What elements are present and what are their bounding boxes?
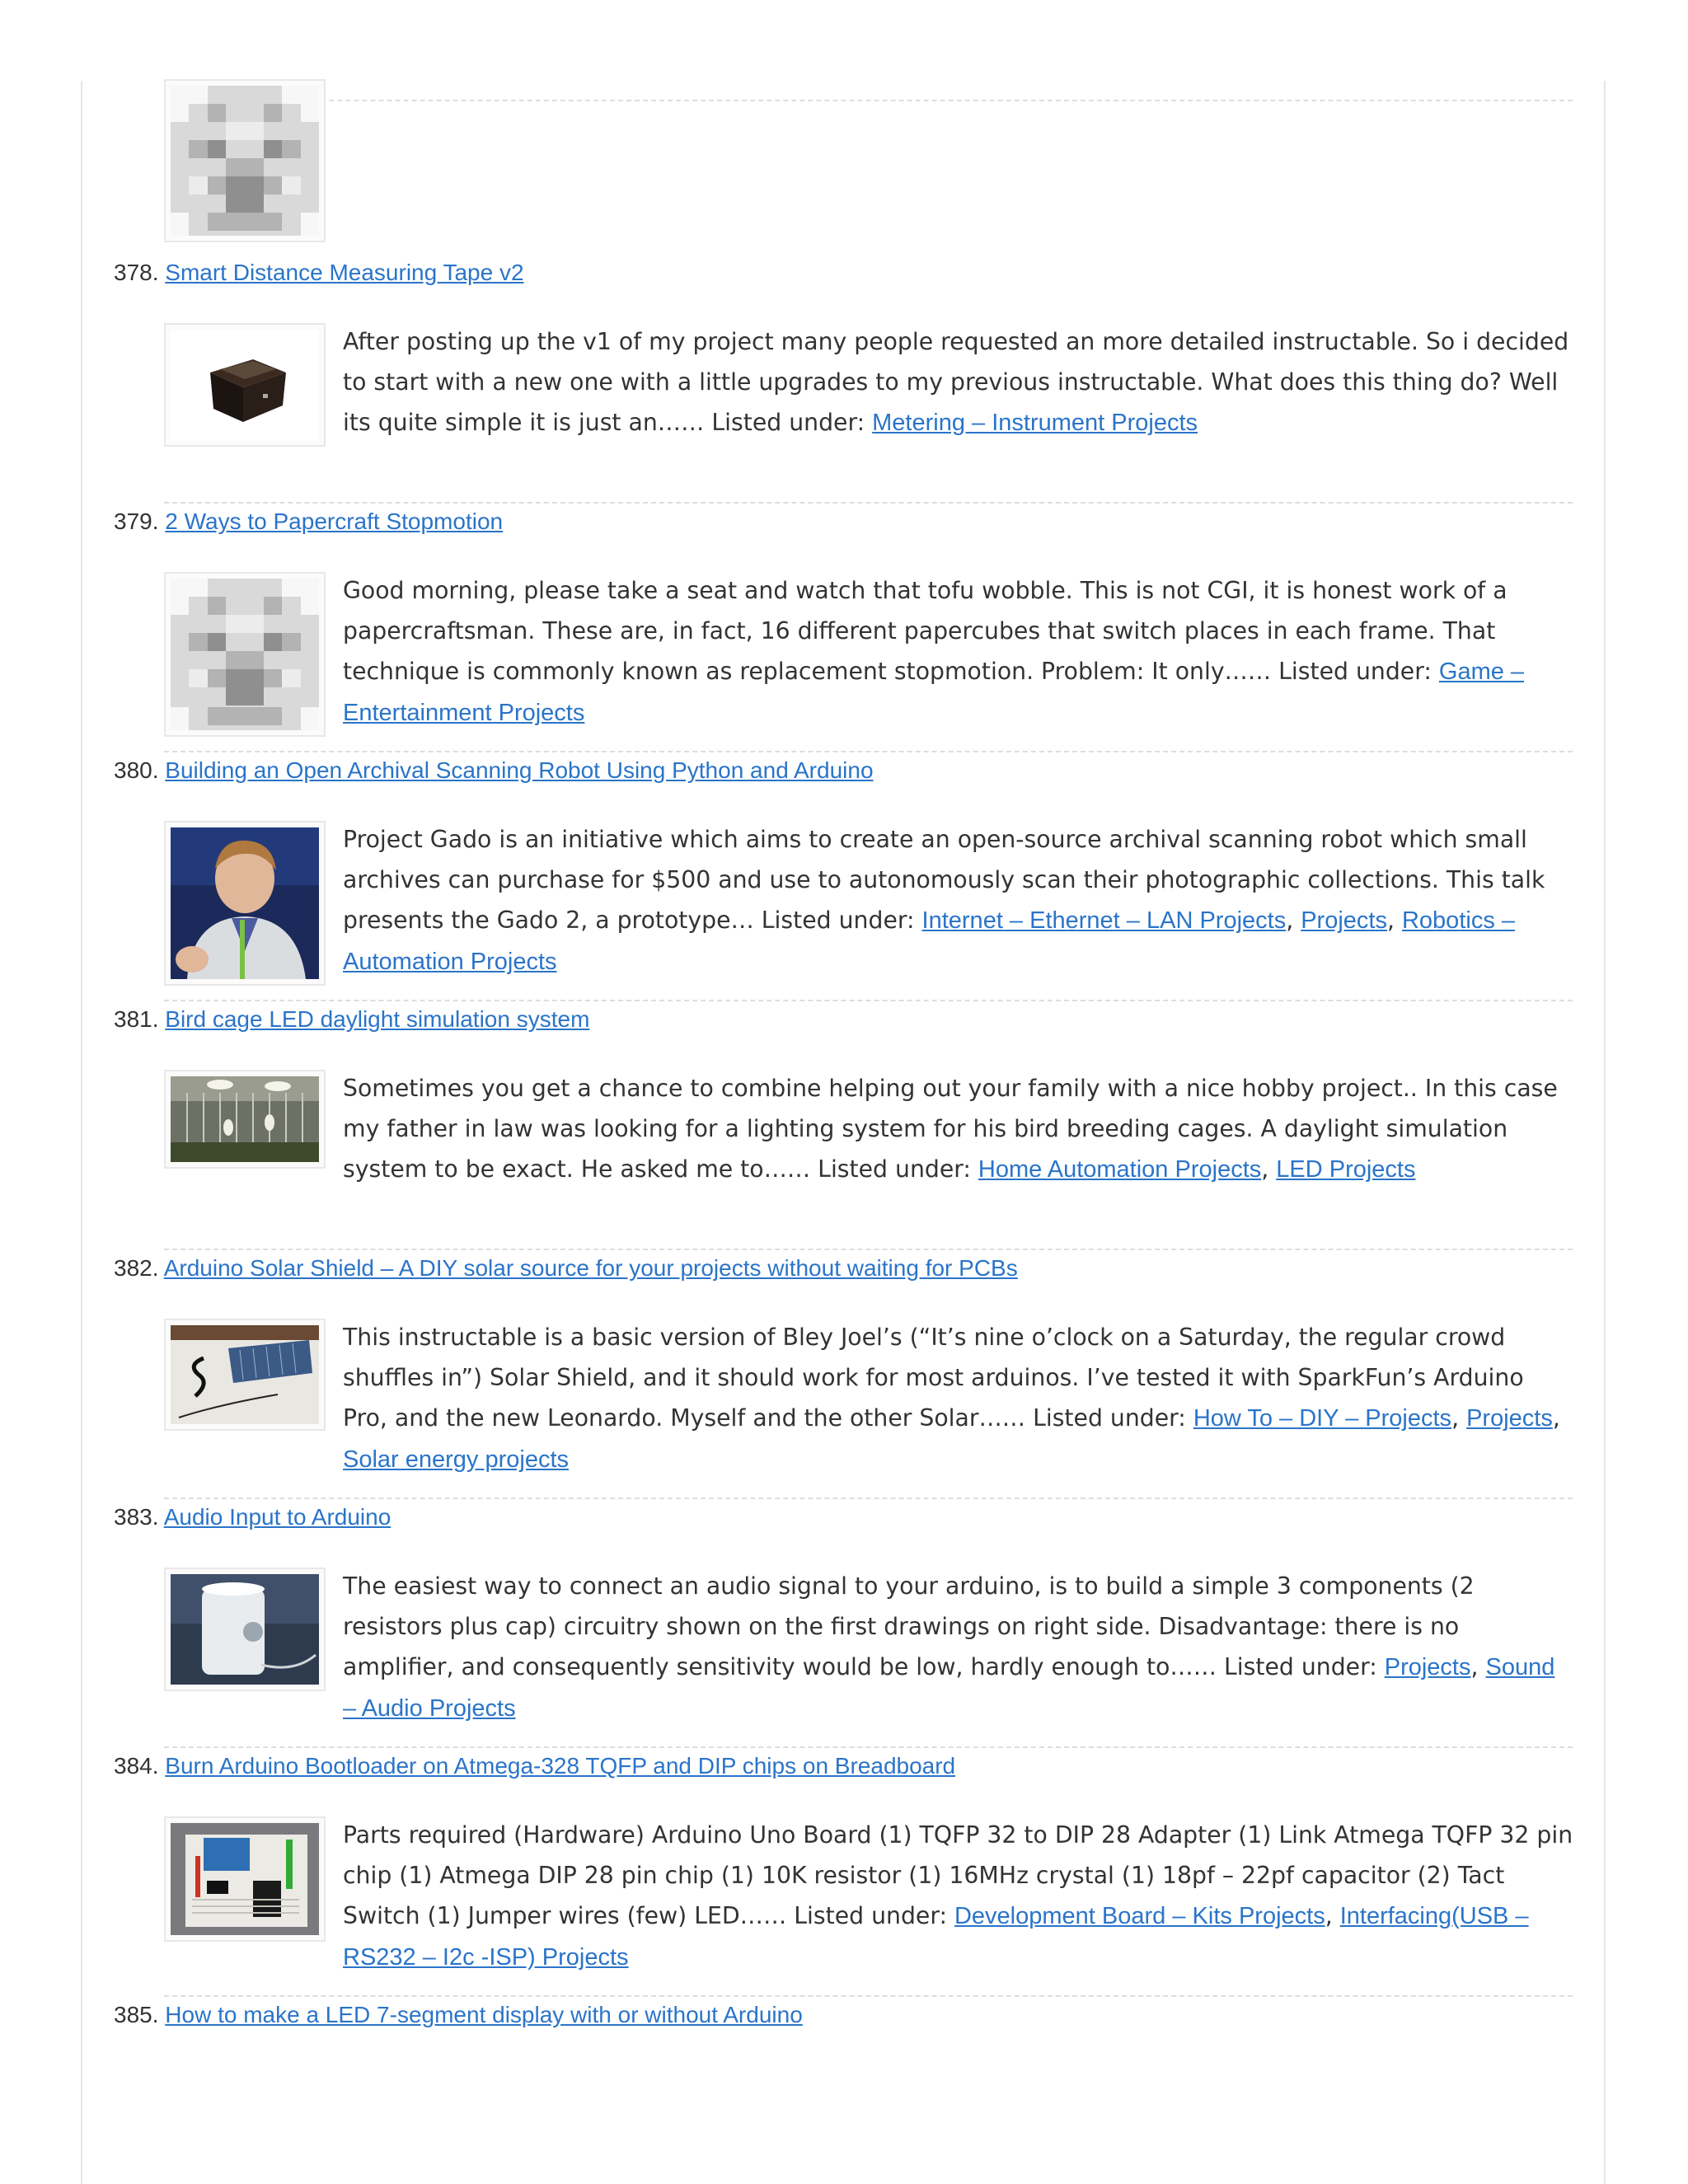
entry-number: 380. [114,757,159,783]
bird-cage-image-icon [171,1076,319,1162]
category-link[interactable]: Projects [1301,907,1387,934]
entry-separator [164,1249,1573,1250]
entry-title-link[interactable]: How to make a LED 7-segment display with or without Arduino [165,2002,803,2027]
entry-title-link[interactable]: Arduino Solar Shield – A DIY solar source for your projects without waiting for PCBs [163,1255,1018,1281]
entry-thumbnail[interactable] [164,1816,326,1942]
entry-excerpt: Parts required (Hardware) Arduino Uno Board (1) TQFP 32 to DIP 28 Adapter (1) Link Atmega TQFP 32 pin chip (1) Atmega DIP 28 pin chip (1) 10K resistor (1) 16MHz crystal (1) 18pf – 22pf capacitor (2) Tact Switch (1) Jumper wires (few) LED…… Listed under: Development Board – Kits Projects, Interfacing(USB – RS232 – I2c -ISP) Projects [343,1821,1573,1971]
entry-title-link[interactable]: Bird cage LED daylight simulation system [165,1006,590,1032]
category-link[interactable]: Internet – Ethernet – LAN Projects [921,907,1287,934]
entry-title [114,1503,391,1531]
entry-excerpt: The easiest way to connect an audio signal to your arduino, is to build a simple 3 components (2 resistors plus cap) circuitry shown on the first drawings on right side. Disadvantage: there is no amplifier, and consequently sensitivity would be low, hardly enough to…… Listed under: Projects, Sound – Audio Projects [343,1572,1555,1722]
entry-title [114,1254,1018,1282]
entry-thumbnail[interactable] [164,1070,326,1169]
entry-separator [164,100,1573,101]
entry-separator [164,1746,1573,1748]
entry-thumbnail[interactable] [164,79,326,242]
entry-separator [164,502,1573,504]
entry-title [114,508,503,536]
entry-title-link[interactable]: Audio Input to Arduino [163,1504,392,1530]
entry-title-link[interactable]: Smart Distance Measuring Tape v2 [165,260,524,285]
entry-number: 383. [114,1504,159,1530]
category-link[interactable]: Projects [1466,1405,1553,1432]
breadboard-image-icon [171,1823,319,1935]
entry-title [114,1752,955,1780]
entry-number: 378. [114,260,159,285]
category-link[interactable]: Development Board – Kits Projects [954,1903,1325,1929]
category-link[interactable]: Sound – Audio Projects [343,1654,1555,1722]
category-link[interactable]: Robotics – Automation Projects [343,907,1515,975]
speaker-device-image-icon [171,1574,319,1685]
entry-title-link[interactable]: Burn Arduino Bootloader on Atmega-328 TQFP and DIP chips on Breadboard [165,1753,956,1779]
category-link[interactable]: Home Automation Projects [978,1156,1262,1183]
entry-number: 384. [114,1753,159,1779]
entry-number: 382. [114,1255,159,1281]
entry-number: 379. [114,509,159,534]
entry-number: 385. [114,2002,159,2027]
entry-thumbnail[interactable] [164,572,326,737]
entry-title [114,757,874,785]
entry-number: 381. [114,1006,159,1032]
entry-separator [164,1497,1573,1499]
entry-excerpt: This instructable is a basic version of Bley Joel’s (“It’s nine o’clock on a Saturday, the regular crowd shuffles in”) Solar Shield, and it should work for most arduinos. I’ve tested it with SparkFun’s Arduino Pro, and the new Leonardo. Myself and the other Solar…… Listed under: How To – DIY – Projects, Projects, Solar energy projects [343,1324,1560,1473]
category-link[interactable]: Game – Entertainment Projects [343,658,1525,726]
entry-thumbnail[interactable] [164,1319,326,1431]
solar-shield-image-icon [171,1325,319,1424]
entry-excerpt: Sometimes you get a chance to combine helping out your family with a nice hobby project.. In this case my father in law was looking for a lighting system for his bird breeding cages. A daylight simulation system to be exact. He asked me to…… Listed under: Home Automation Projects, LED Projects [343,1075,1558,1183]
entry-thumbnail[interactable] [164,1568,326,1691]
entry-excerpt: After posting up the v1 of my project many people requested an more detailed instructable. So i decided to start with a new one with a little upgrades to my previous instructable. What does this thing do? Well its quite simple it is just an…… Listed under: Metering – Instrument Projects [343,328,1569,436]
entry-title [114,2001,803,2029]
placeholder-image-icon [171,86,319,236]
entry-excerpt: Good morning, please take a seat and watch that tofu wobble. This is not CGI, it is honest work of a papercraftsman. These are, in fact, 16 different papercubes that switch places in each frame. That technique is commonly known as replacement stopmotion. Problem: It only…… Listed under: Game – Entertainment Projects [343,577,1525,726]
category-link[interactable]: Projects [1384,1654,1471,1680]
entry-separator [164,1000,1573,1001]
category-link[interactable]: LED Projects [1276,1156,1416,1183]
entry-title [114,1005,589,1033]
category-link[interactable]: Solar energy projects [343,1446,570,1473]
device-image-icon [171,330,319,440]
category-link[interactable]: Interfacing(USB – RS232 – I2c -ISP) Projects [343,1903,1529,1971]
entry-excerpt: Project Gado is an initiative which aims to create an open-source archival scanning robot which small archives can purchase for $500 and use to autonomously scan their photographic collections. This talk presents the Gado 2, a prototype… Listed under: Internet – Ethernet – LAN Projects, Projects, Robotics – Automation Projects [343,826,1545,975]
entry-separator [164,751,1573,752]
entry-title [114,259,524,287]
portrait-image-icon [171,827,319,979]
category-link[interactable]: How To – DIY – Projects [1193,1405,1452,1432]
entry-thumbnail[interactable] [164,821,326,986]
entry-separator [164,1995,1573,1997]
placeholder-image-icon [171,579,319,730]
entry-title-link[interactable]: 2 Ways to Papercraft Stopmotion [165,509,504,534]
entry-thumbnail[interactable] [164,323,326,447]
entry-title-link[interactable]: Building an Open Archival Scanning Robot Using Python and Arduino [165,757,874,783]
category-link[interactable]: Metering – Instrument Projects [872,410,1198,436]
